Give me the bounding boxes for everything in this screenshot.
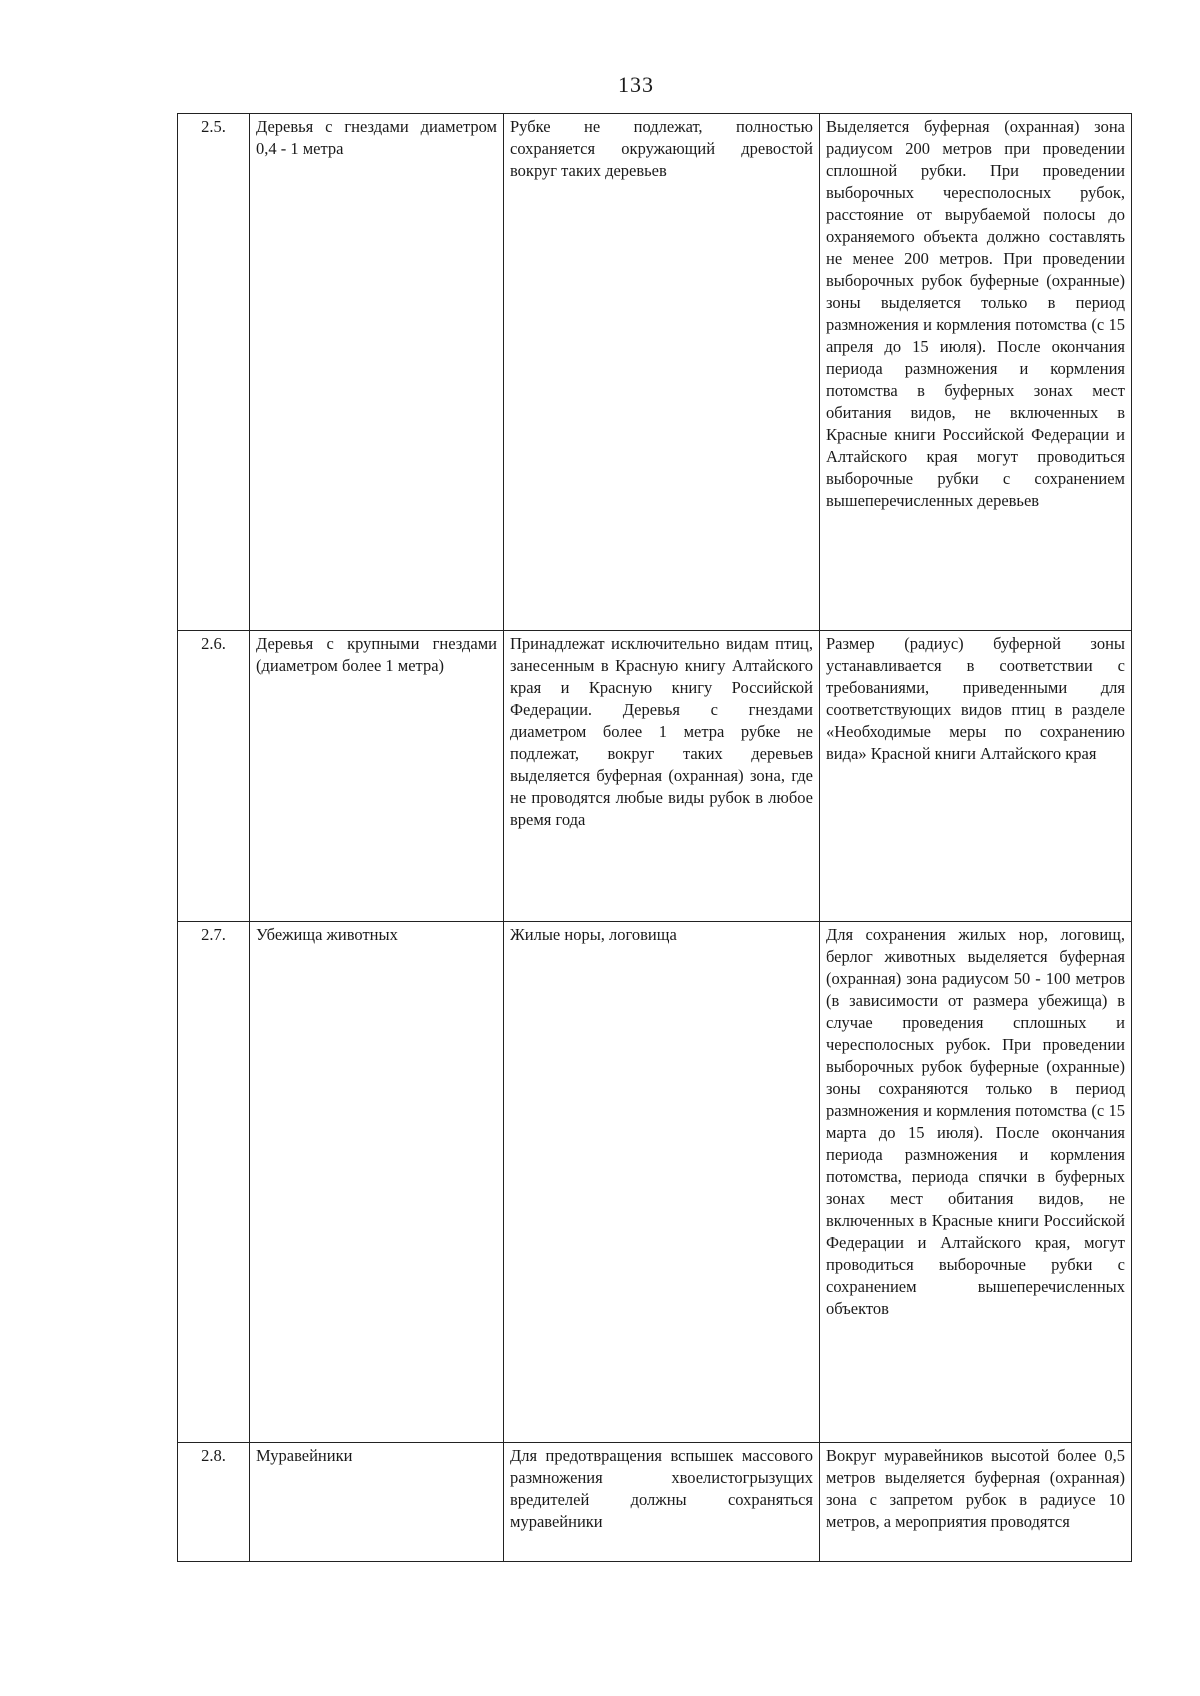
- requirements-cell: Рубке не подлежат, полностью сохраняется окружающий древостой вокруг таких деревьев: [504, 114, 820, 631]
- protected-object-cell: Деревья с крупными гнездами (диаметром более 1 метра): [250, 631, 504, 922]
- page-number: 133: [618, 72, 654, 97]
- measures-cell: Размер (радиус) буферной зоны устанавливается в соответствии с требованиями, приведенными для соответствующих видов птиц в разделе «Необходимые меры по сохранению вида» Красной книги Алтайского края: [820, 631, 1132, 922]
- row-number: 2.8.: [178, 1443, 250, 1562]
- table-row: [178, 922, 1132, 1443]
- protected-object-cell: Деревья с гнездами диаметром 0,4 - 1 метра: [250, 114, 504, 631]
- requirements-cell: Для предотвращения вспышек массового размножения хвоелистогрызущих вредителей должны сохраняться муравейники: [504, 1443, 820, 1562]
- measures-cell: Для сохранения жилых нор, логовищ, берлог животных выделяется буферная (охранная) зона радиусом 50 - 100 метров (в зависимости от размера убежища) в случае проведения сплошных и чересполосных рубок. При проведении выборочных рубок буферные (охранные) зоны сохраняются только в период размножения и кормления потомства (с 15 марта до 15 июля). После окончания периода размножения и кормления потомства, периода спячки в буферных зонах мест обитания видов, не включенных в Красные книги Российской Федерации и Алтайского края, могут проводиться выборочные рубки с сохранением вышеперечисленных объектов: [820, 922, 1132, 1443]
- requirements-cell: Принадлежат исключительно видам птиц, занесенным в Красную книгу Алтайского края и Красную книгу Российской Федерации. Деревья с гнездами диаметром более 1 метра рубке не подлежат, вокруг таких деревьев выделяется буферная (охранная) зона, где не проводятся любые виды рубок в любое время года: [504, 631, 820, 922]
- table-row: [178, 1443, 1132, 1562]
- table-row: [178, 114, 1132, 631]
- row-number: 2.7.: [178, 922, 250, 1443]
- regulations-table: [177, 113, 1132, 1562]
- protected-object-cell: Убежища животных: [250, 922, 504, 1443]
- measures-cell: Выделяется буферная (охранная) зона радиусом 200 метров при проведении сплошной рубки. При проведении выборочных чересполосных рубок, расстояние от вырубаемой полосы до охраняемого объекта должно составлять не менее 200 метров. При проведении выборочных рубок буферные (охранные) зоны выделяется только в период размножения и кормления потомства (с 15 апреля до 15 июля). После окончания периода размножения и кормления потомства в буферных зонах мест обитания видов, не включенных в Красные книги Российской Федерации и Алтайского края могут проводиться выборочные рубки с сохранением вышеперечисленных деревьев: [820, 114, 1132, 631]
- row-number: 2.6.: [178, 631, 250, 922]
- table-row: [178, 631, 1132, 922]
- requirements-cell: Жилые норы, логовища: [504, 922, 820, 1443]
- protected-object-cell: Муравейники: [250, 1443, 504, 1562]
- row-number: 2.5.: [178, 114, 250, 631]
- measures-cell: Вокруг муравейников высотой более 0,5 метров выделяется буферная (охранная) зона с запретом рубок в радиусе 10 метров, а мероприятия проводятся: [820, 1443, 1132, 1562]
